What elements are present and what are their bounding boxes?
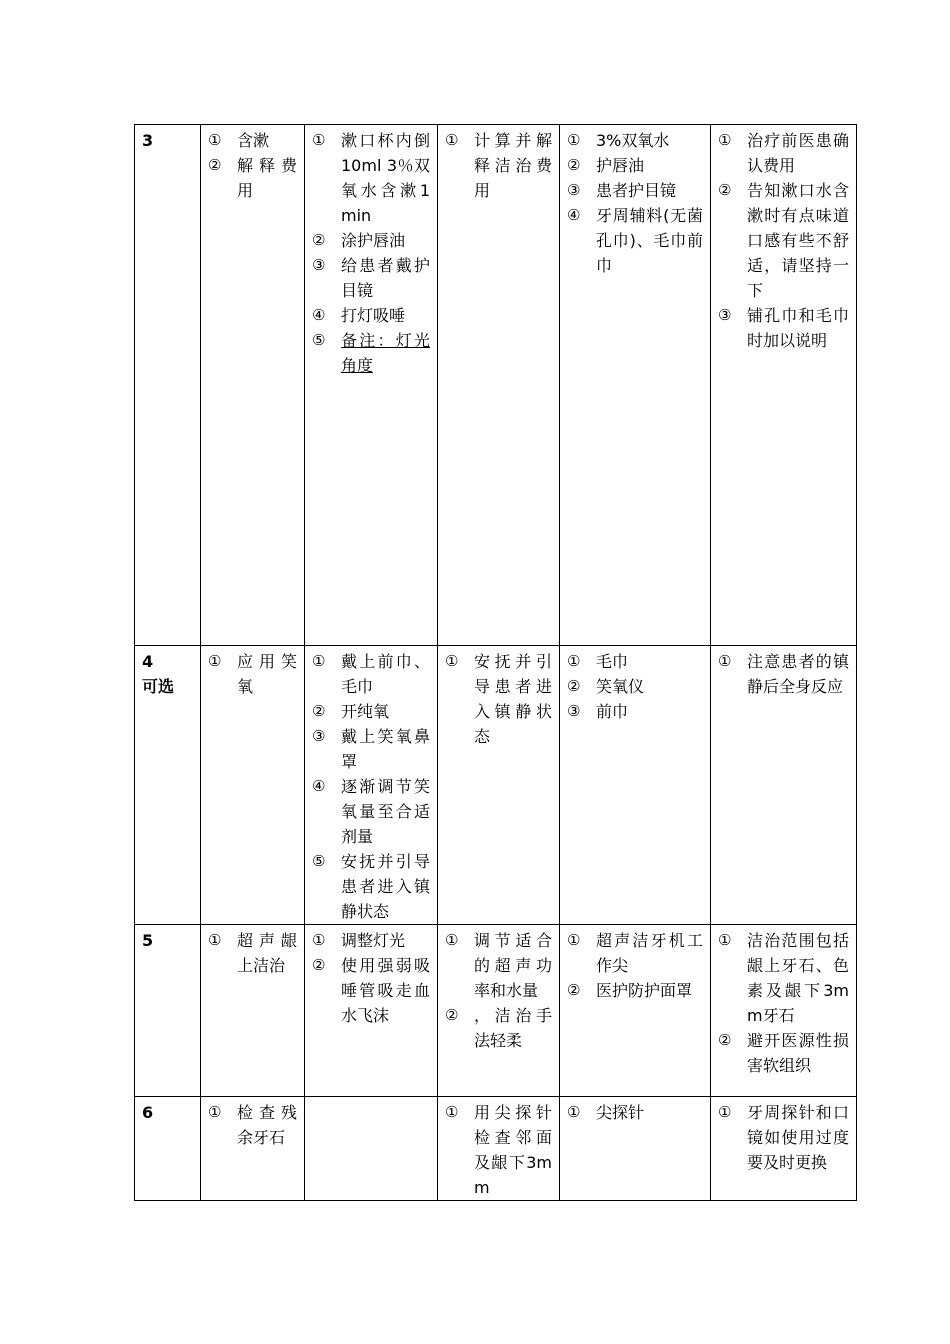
item-marker: ①: [312, 931, 326, 949]
list-item: [718, 1100, 849, 1175]
item-marker: ①: [312, 652, 326, 670]
list-item: [208, 153, 297, 203]
cell-c4: [560, 125, 711, 646]
item-text: 护唇油: [596, 156, 645, 175]
item-text: 洁治范围包括龈上牙石、色素及龈下3mm牙石: [747, 931, 849, 1025]
list-item: [567, 978, 703, 1003]
list-item: [312, 228, 430, 253]
item-text: 开纯氧: [341, 702, 390, 721]
list-item: [312, 328, 430, 378]
item-marker: ①: [718, 1103, 732, 1121]
item-text: 涂护唇油: [341, 231, 406, 250]
item-text: 漱口杯内倒10ml 3％双氧水含漱1min: [341, 131, 430, 225]
item-marker: ①: [445, 652, 459, 670]
table-row: [135, 125, 857, 646]
item-text: 超声洁牙机工作尖: [596, 931, 703, 975]
list-item: [718, 928, 849, 1028]
item-text: 避开医源性损害软组织: [747, 1031, 849, 1075]
item-text: 戴上前巾、毛巾: [341, 652, 430, 696]
item-marker: ①: [567, 131, 581, 149]
cell-c3: [438, 646, 560, 925]
item-text: 调整灯光: [341, 931, 406, 950]
item-text: 含漱: [237, 131, 270, 150]
list-item: [445, 1100, 552, 1200]
list-item: [312, 849, 430, 924]
item-marker: ⑤: [312, 852, 326, 870]
item-marker: ①: [208, 931, 222, 949]
list-item: [208, 649, 297, 699]
list-item: [312, 699, 430, 724]
list-item: [718, 649, 849, 699]
item-marker: ①: [718, 131, 732, 149]
item-text: 备注：灯光角度: [341, 331, 430, 375]
cell-c3: [438, 1097, 560, 1201]
item-text: 患者护目镜: [596, 181, 677, 200]
item-marker: ①: [208, 1103, 222, 1121]
cell-c5: [711, 1097, 857, 1201]
list-item: [718, 178, 849, 303]
table-row: [135, 1097, 857, 1201]
item-marker: ①: [208, 131, 222, 149]
item-marker: ②: [718, 1031, 732, 1049]
list-item: [718, 1028, 849, 1078]
item-marker: ②: [312, 231, 326, 249]
step-number: 3: [142, 131, 154, 150]
item-marker: ②: [312, 702, 326, 720]
cell-c2: [305, 1097, 438, 1201]
item-text: 医护防护面罩: [596, 981, 693, 1000]
cell-c4: [560, 1097, 711, 1201]
step-cell: [135, 646, 201, 925]
item-marker: ①: [208, 652, 222, 670]
list-item: [567, 153, 703, 178]
item-marker: ②: [718, 181, 732, 199]
step-cell: [135, 1097, 201, 1201]
item-text: 解释费用: [237, 156, 297, 200]
item-text: 安抚并引导患者进入镇静状态: [341, 852, 430, 921]
table-row: [135, 646, 857, 925]
list-item: [312, 953, 430, 1028]
cell-c2: [305, 125, 438, 646]
item-marker: ①: [445, 1103, 459, 1121]
list-item: [567, 674, 703, 699]
item-marker: ③: [567, 702, 581, 720]
item-marker: ④: [567, 206, 581, 224]
item-marker: ②: [567, 981, 581, 999]
item-marker: ①: [445, 131, 459, 149]
cell-c1: [201, 1097, 305, 1201]
item-text: 逐渐调节笑氧量至合适剂量: [341, 777, 430, 846]
list-item: [445, 649, 552, 749]
item-text: 笑氧仪: [596, 677, 645, 696]
cell-c4: [560, 646, 711, 925]
list-item: [567, 649, 703, 674]
item-text: 使用强弱吸唾管吸走血水飞沫: [341, 956, 430, 1025]
item-text: 计算并解释洁治费用: [474, 131, 552, 200]
item-marker: ①: [567, 652, 581, 670]
item-marker: ③: [312, 727, 326, 745]
list-item: [445, 928, 552, 1003]
step-number: 4: [142, 652, 154, 671]
list-item: [567, 1100, 703, 1125]
list-item: [312, 649, 430, 699]
item-text: 检查残余牙石: [237, 1103, 297, 1147]
cell-c5: [711, 125, 857, 646]
list-item: [208, 928, 297, 978]
list-item: [312, 724, 430, 774]
cell-c5: [711, 646, 857, 925]
list-item: [208, 128, 297, 153]
item-text: 尖探针: [596, 1103, 645, 1122]
item-marker: ①: [445, 931, 459, 949]
list-item: [567, 128, 703, 153]
list-item: [718, 128, 849, 178]
item-text: 给患者戴护目镜: [341, 256, 430, 300]
list-item: [567, 203, 703, 278]
item-marker: ③: [718, 306, 732, 324]
table-row: [135, 925, 857, 1097]
list-item: [567, 699, 703, 724]
list-item: [312, 928, 430, 953]
list-item: [445, 1003, 552, 1053]
item-marker: ③: [312, 256, 326, 274]
item-text: 用尖探针检查邻面及龈下3mm: [474, 1103, 552, 1197]
cell-c3: [438, 125, 560, 646]
item-text: 超声龈上洁治: [237, 931, 297, 975]
list-item: [312, 253, 430, 303]
list-item: [312, 774, 430, 849]
cell-c1: [201, 925, 305, 1097]
item-text: 戴上笑氧鼻罩: [341, 727, 430, 771]
item-text: 铺孔巾和毛巾时加以说明: [747, 306, 849, 350]
item-marker: ①: [567, 931, 581, 949]
item-text: 注意患者的镇静后全身反应: [747, 652, 849, 696]
item-marker: ④: [312, 306, 326, 324]
cell-c5: [711, 925, 857, 1097]
list-item: [718, 303, 849, 353]
item-text: 应用笑氧: [237, 652, 297, 696]
item-marker: ③: [567, 181, 581, 199]
item-marker: ④: [312, 777, 326, 795]
list-item: [208, 1100, 297, 1150]
item-marker: ①: [718, 931, 732, 949]
item-text: 调节适合的超声功率和水量: [474, 931, 552, 1000]
step-number: 5: [142, 931, 154, 950]
cell-c1: [201, 646, 305, 925]
list-item: [312, 303, 430, 328]
step-number: 6: [142, 1103, 154, 1122]
list-item: [567, 928, 703, 978]
table-body: [135, 125, 857, 1201]
procedure-table: [134, 124, 857, 1201]
item-marker: ⑤: [312, 331, 326, 349]
step-note: 可选: [142, 677, 175, 696]
item-marker: ②: [445, 1006, 459, 1024]
item-marker: ②: [567, 156, 581, 174]
item-text: 3%双氧水: [596, 131, 670, 150]
item-text: 牙周辅料(无菌孔巾)、毛巾前巾: [596, 206, 703, 275]
list-item: [567, 178, 703, 203]
item-text: 告知漱口水含漱时有点味道口感有些不舒适，请坚持一下: [747, 181, 849, 300]
item-text: 牙周探针和口镜如使用过度要及时更换: [747, 1103, 849, 1172]
item-marker: ②: [312, 956, 326, 974]
item-marker: ①: [312, 131, 326, 149]
list-item: [445, 128, 552, 203]
step-cell: [135, 125, 201, 646]
cell-c3: [438, 925, 560, 1097]
item-marker: ②: [208, 156, 222, 174]
cell-c1: [201, 125, 305, 646]
item-text: 毛巾: [596, 652, 629, 671]
list-item: [312, 128, 430, 228]
cell-c2: [305, 925, 438, 1097]
item-text: 治疗前医患确认费用: [747, 131, 849, 175]
step-cell: [135, 925, 201, 1097]
item-text: 前巾: [596, 702, 629, 721]
item-marker: ②: [567, 677, 581, 695]
item-marker: ①: [567, 1103, 581, 1121]
item-text: 打灯吸唾: [341, 306, 406, 325]
cell-c4: [560, 925, 711, 1097]
cell-c2: [305, 646, 438, 925]
item-text: 安抚并引导患者进入镇静状态: [474, 652, 552, 746]
item-marker: ①: [718, 652, 732, 670]
item-text: ，洁治手法轻柔: [474, 1006, 552, 1050]
